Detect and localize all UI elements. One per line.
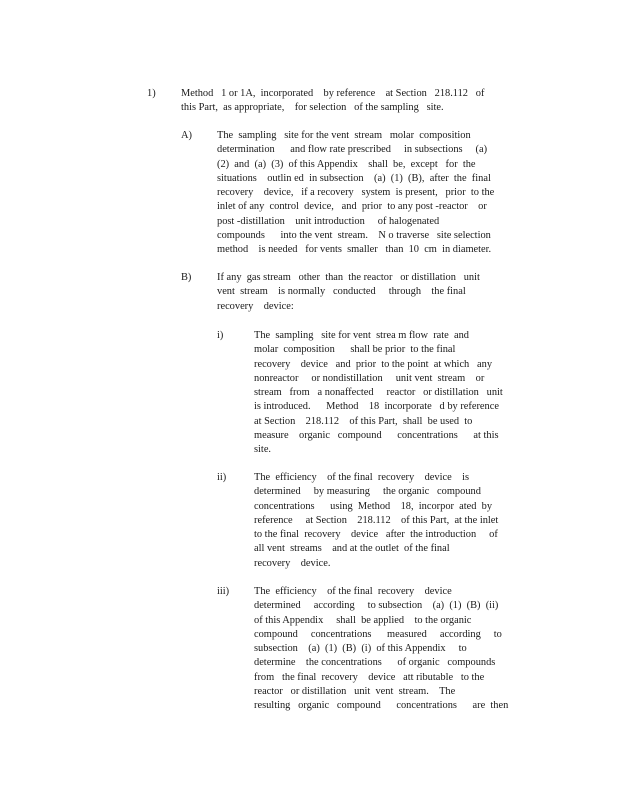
item-i-marker: i) [217,330,224,341]
item-a-marker: A) [181,130,192,141]
text-line: recovery device. [254,557,331,569]
item-iii-paragraph [254,585,508,714]
text-line: site. [254,444,272,456]
item-1-marker: 1) [147,88,156,99]
text-line: of this Appendix shall be applied to the organic [254,614,472,626]
text-line: measure organic compound concentrations at this [254,430,499,442]
text-line: reference at Section 218.112 of this Part, at the inlet [254,514,499,526]
text-line: compound concentrations measured according to [254,628,502,640]
text-line: subsection (a) (1) (B) (i) of this Appendix to [254,643,467,655]
text-line: is introduced. Method 18 incorporate d by reference [254,401,499,413]
text-line: post -distillation unit introduction of halogenated [217,215,440,227]
item-ii-paragraph [254,471,498,571]
text-line: Method 1 or 1A, incorporated by reference at Section 218.112 of [181,88,485,99]
text-line: situations outlin ed in subsection (a) (1) (B), after the final [217,172,491,184]
text-line: concentrations using Method 18, incorpor ated by [254,500,493,512]
text-line: all vent streams and at the outlet of the final [254,543,450,555]
text-line: to the final recovery device after the introduction of [254,529,498,541]
text-line: inlet of any control device, and prior to any post -reactor or [217,201,487,213]
item-b-paragraph [217,271,480,314]
text-line: If any gas stream other than the reactor or distillation unit [217,272,480,283]
text-line: method is needed for vents smaller than 10 cm in diameter. [217,244,492,256]
item-b-marker: B) [181,272,192,283]
text-line: The sampling site for the vent stream molar composition [217,130,471,141]
text-line: stream from a nonaffected reactor or distillation unit [254,387,503,399]
text-line: recovery device, if a recovery system is present, prior to the [217,187,495,199]
text-line: The efficiency of the final recovery device [254,586,452,597]
text-line: determined according to subsection (a) (1) (B) (ii) [254,600,499,612]
item-a-paragraph [217,129,494,258]
text-line: determine the concentrations of organic compounds [254,657,496,669]
text-line: determined by measuring the organic compound [254,486,481,498]
item-iii-marker: iii) [217,586,230,597]
text-line: reactor or distillation unit vent stream. The [254,686,456,698]
text-line: compounds into the vent stream. N o traverse site selection [217,230,491,242]
text-line: The efficiency of the final recovery device is [254,472,470,483]
text-line: vent stream is normally conducted through the final [217,286,466,298]
text-line: this Part, as appropriate, for selection of the sampling site. [181,102,444,114]
item-i-paragraph [254,329,503,458]
text-line: The sampling site for vent strea m flow rate and [254,330,469,341]
text-line: resulting organic compound concentrations are then [254,700,509,712]
item-ii-marker: ii) [217,472,227,483]
item-1-paragraph [181,87,484,116]
text-line: molar composition shall be prior to the final [254,344,456,356]
text-line: nonreactor or nondistillation unit vent stream or [254,372,485,384]
text-line: recovery device: [217,300,294,312]
text-line: recovery device and prior to the point at which any [254,358,493,370]
text-line: at Section 218.112 of this Part, shall be used to [254,415,473,427]
text-line: (2) and (a) (3) of this Appendix shall be, except for the [217,158,476,170]
text-line: from the final recovery device att ributable to the [254,671,485,683]
text-line: determination and flow rate prescribed in subsections (a) [217,144,488,156]
